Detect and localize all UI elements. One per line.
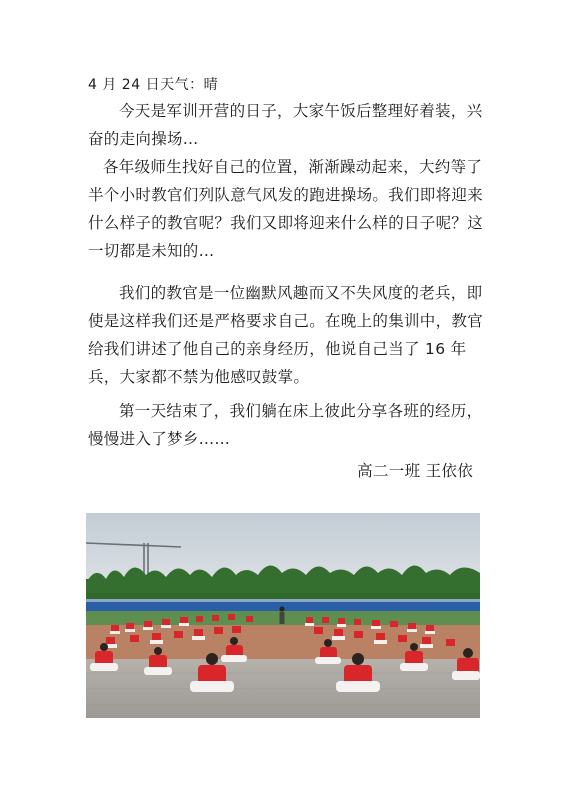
date-weather-line: 4 月 24 日天气：晴	[88, 77, 219, 93]
paragraph-4: 第一天结束了，我们躺在床上彼此分享各班的经历，慢慢进入了梦乡……	[88, 402, 483, 448]
paragraph-3: 我们的教官是一位幽默风趣而又不失风度的老兵，即使是这样我们还是严格要求自己。在晚上的集训中，教官给我们讲述了他自己的亲身经历，他说自己当了 16 年兵，大家都不禁为他感叹鼓掌。	[88, 284, 484, 386]
paragraph-2: 各年级师生找好自己的位置，渐渐躁动起来，大约等了半个小时教官们列队意气风发的跑进操场。我们即将迎来什么样子的教官呢？我们又即将迎来什么样的日子呢？这一切都是未知的…	[88, 158, 484, 260]
instructor-figure	[279, 606, 284, 624]
military-training-photo	[86, 513, 480, 718]
author-signature: 高二一班 王依依	[357, 462, 473, 480]
paragraph-1: 今天是军训开营的日子，大家午饭后整理好着装，兴奋的走向操场…	[88, 102, 483, 148]
